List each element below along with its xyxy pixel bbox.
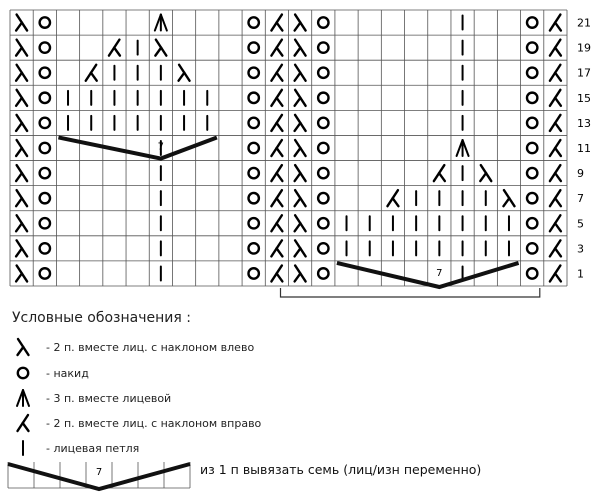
k2tog-right-icon — [550, 90, 561, 106]
k2tog-right-icon — [271, 165, 282, 181]
k2tog-left-icon — [16, 140, 27, 156]
k2tog-right-icon — [550, 190, 561, 206]
legend-item — [10, 413, 261, 433]
yarn-over-icon — [527, 93, 537, 103]
yarn-over-icon — [248, 243, 258, 253]
k2tog-right-icon — [550, 265, 561, 281]
k2tog-right-icon — [10, 413, 36, 433]
yarn-over-icon — [318, 118, 328, 128]
yarn-over-icon — [248, 193, 258, 203]
row-number: 3 — [577, 242, 584, 256]
yarn-over-icon — [318, 218, 328, 228]
yarn-over-icon — [248, 118, 258, 128]
row-number: 17 — [577, 66, 591, 80]
legend-item — [10, 388, 171, 408]
k2tog-left-icon — [480, 165, 491, 181]
k2tog-left-icon — [295, 240, 306, 256]
row-number: 15 — [577, 91, 591, 105]
k2tog-left-icon — [295, 215, 306, 231]
k2tog-right-icon — [271, 265, 282, 281]
k2tog-right-icon — [271, 90, 282, 106]
yarn-over-icon — [40, 42, 50, 52]
seven-stitch-marker-top — [58, 137, 216, 158]
yarn-over-icon — [40, 118, 50, 128]
yarn-over-icon — [318, 243, 328, 253]
k2tog-left-icon — [16, 190, 27, 206]
legend-item-text: - 3 п. вместе лицевой — [46, 391, 172, 405]
legend-item-text: - 2 п. вместе лиц. с наклоном вправо — [46, 416, 262, 430]
k2tog-right-icon — [550, 240, 561, 256]
yarn-over-icon — [318, 143, 328, 153]
yarn-over-icon — [248, 42, 258, 52]
yarn-over-icon — [40, 168, 50, 178]
k2tog-left-icon — [10, 337, 36, 357]
k2tog-right-icon — [271, 115, 282, 131]
k2tog-left-icon — [16, 115, 27, 131]
k2tog-left-icon — [295, 40, 306, 56]
yarn-over-icon — [248, 143, 258, 153]
k2tog-right-icon — [271, 65, 282, 81]
k2tog-left-icon — [295, 140, 306, 156]
row-number: 21 — [577, 16, 591, 30]
yarn-over-icon — [527, 193, 537, 203]
yarn-over-icon — [40, 143, 50, 153]
legend-item-text: - 2 п. вместе лиц. с наклоном влево — [46, 340, 255, 354]
yarn-over-icon — [248, 68, 258, 78]
yarn-over-icon — [527, 17, 537, 27]
k2tog-left-icon — [179, 65, 190, 81]
k2tog-left-icon — [16, 240, 27, 256]
yarn-over-icon — [40, 17, 50, 27]
k2tog-left-icon — [295, 190, 306, 206]
yarn-over-icon — [527, 243, 537, 253]
row-number: 13 — [577, 116, 591, 130]
row-number: 11 — [577, 142, 591, 155]
yarn-over-icon — [318, 68, 328, 78]
legend-item-text: - накид — [46, 366, 89, 380]
yarn-over-icon — [318, 193, 328, 203]
k2tog-left-icon — [16, 165, 27, 181]
yarn-over-icon — [527, 68, 537, 78]
yarn-over-icon — [318, 93, 328, 103]
k3tog-icon — [155, 15, 167, 31]
row-number: 9 — [577, 167, 584, 181]
yarn-over-icon — [40, 93, 50, 103]
k2tog-right-icon — [550, 65, 561, 81]
k2tog-right-icon — [434, 165, 445, 181]
row-number: 1 — [577, 267, 584, 281]
yarn-over-icon — [318, 168, 328, 178]
k3tog-icon — [457, 140, 469, 156]
k2tog-right-icon — [271, 40, 282, 56]
yarn-over-icon — [10, 363, 36, 383]
k2tog-left-icon — [155, 40, 166, 56]
yarn-over-icon — [248, 168, 258, 178]
k2tog-right-icon — [550, 215, 561, 231]
k2tog-left-icon — [295, 265, 306, 281]
legend-item — [10, 363, 89, 383]
k2tog-left-icon — [295, 165, 306, 181]
chart-grid — [10, 10, 567, 286]
legend-item — [10, 337, 254, 357]
legend-title: Условные обозначения : — [12, 310, 191, 326]
yarn-over-icon — [248, 17, 258, 27]
legend-seven-stitch-text: из 1 п вывязать семь (лиц/изн переменно) — [200, 462, 482, 477]
k2tog-right-icon — [387, 190, 398, 206]
yarn-over-icon — [527, 168, 537, 178]
k2tog-right-icon — [271, 140, 282, 156]
k2tog-right-icon — [550, 165, 561, 181]
k2tog-right-icon — [109, 40, 120, 56]
seven-stitch-label: 7 — [436, 267, 443, 279]
k2tog-left-icon — [16, 265, 27, 281]
k2tog-left-icon — [16, 15, 27, 31]
yarn-over-icon — [248, 218, 258, 228]
knit-stitch-icon — [10, 438, 36, 458]
repeat-bracket — [281, 288, 540, 297]
legend-item-text: - лицевая петля — [46, 441, 140, 455]
k3tog-icon — [10, 388, 36, 408]
yarn-over-icon — [40, 218, 50, 228]
yarn-over-icon — [318, 17, 328, 27]
k2tog-left-icon — [16, 65, 27, 81]
yarn-over-icon — [527, 118, 537, 128]
yarn-over-icon — [40, 68, 50, 78]
k2tog-right-icon — [271, 15, 282, 31]
k2tog-left-icon — [295, 115, 306, 131]
yarn-over-icon — [40, 193, 50, 203]
k2tog-left-icon — [295, 65, 306, 81]
yarn-over-icon — [318, 268, 328, 278]
legend-item — [10, 438, 139, 458]
row-number: 19 — [577, 41, 591, 55]
yarn-over-icon — [527, 218, 537, 228]
k2tog-left-icon — [16, 215, 27, 231]
k2tog-right-icon — [550, 40, 561, 56]
k2tog-right-icon — [86, 65, 97, 81]
yarn-over-icon — [527, 42, 537, 52]
k2tog-right-icon — [550, 15, 561, 31]
yarn-over-icon — [40, 268, 50, 278]
k2tog-right-icon — [271, 240, 282, 256]
yarn-over-icon — [248, 268, 258, 278]
k2tog-left-icon — [16, 90, 27, 106]
k2tog-left-icon — [16, 40, 27, 56]
yarn-over-icon — [318, 42, 328, 52]
k2tog-left-icon — [295, 90, 306, 106]
yarn-over-icon — [527, 143, 537, 153]
yarn-over-icon — [527, 268, 537, 278]
k2tog-left-icon — [503, 190, 514, 206]
seven-stitch-label: 7 — [157, 141, 165, 153]
legend-seven-stitch-strip — [6, 460, 196, 494]
k2tog-right-icon — [271, 190, 282, 206]
yarn-over-icon — [248, 93, 258, 103]
seven-stitch-label: 7 — [95, 467, 103, 478]
yarn-over-icon — [40, 243, 50, 253]
k2tog-left-icon — [295, 15, 306, 31]
k2tog-right-icon — [550, 115, 561, 131]
k2tog-right-icon — [550, 140, 561, 156]
row-number: 7 — [577, 192, 584, 206]
k2tog-right-icon — [271, 215, 282, 231]
row-number: 5 — [577, 217, 584, 231]
